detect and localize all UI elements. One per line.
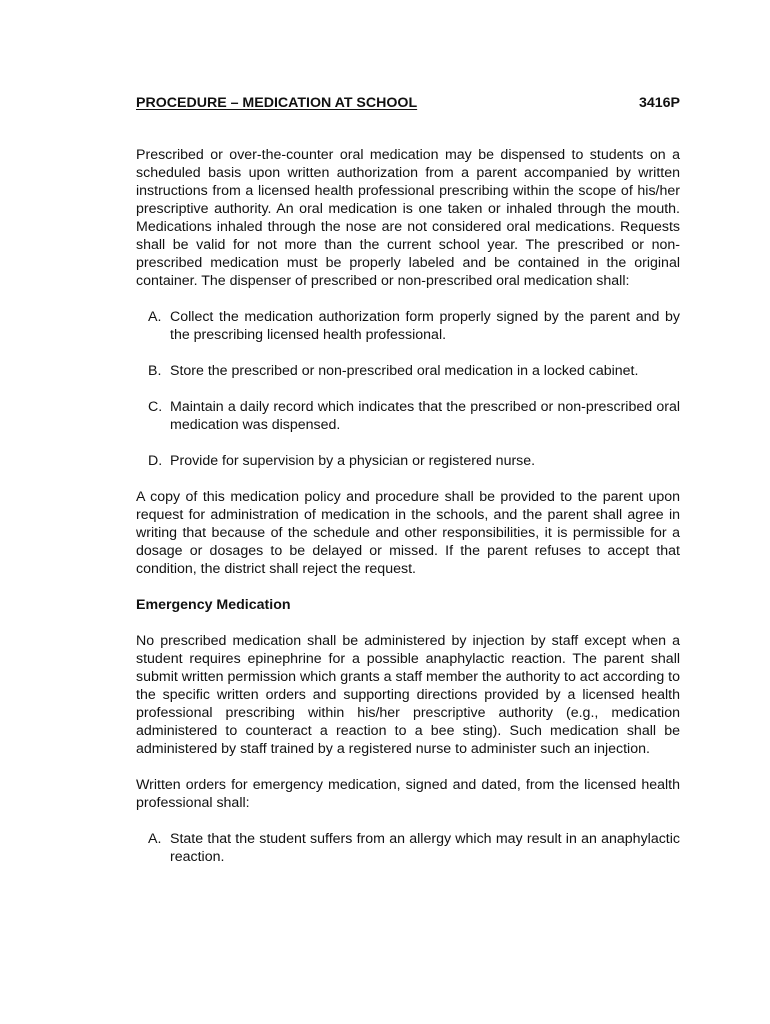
list-item bbox=[136, 398, 680, 434]
list-item-text: State that the student suffers from an allergy which may result in an anaphylactic reaction. bbox=[170, 831, 680, 865]
document-body bbox=[136, 146, 680, 884]
emergency-orders-list bbox=[136, 830, 680, 866]
dispenser-duties-list bbox=[136, 308, 680, 470]
list-item-text: Collect the medication authorization form properly signed by the parent and by the prescribing licensed health professional. bbox=[170, 309, 680, 343]
emergency-paragraph-injection: No prescribed medication shall be administered by injection by staff except when a student requires epinephrine for a possible anaphylactic reaction. The parent shall submit written permission which grants a staff member the authority to act according to the specific written orders and supporting directions provided by a licensed health professional prescribing within his/her prescriptive authority (e.g., medication administered to counteract a reaction to a bee sting). Such medication shall be administered by staff trained by a registered nurse to administer such an injection. bbox=[136, 633, 680, 757]
list-item bbox=[136, 362, 680, 380]
list-item-text: Provide for supervision by a physician or registered nurse. bbox=[170, 453, 536, 469]
document-title: PROCEDURE – MEDICATION AT SCHOOL bbox=[136, 95, 418, 111]
list-marker: C. bbox=[148, 399, 163, 415]
policy-copy-paragraph: A copy of this medication policy and procedure shall be provided to the parent upon request for administration of medication in the schools, and the parent shall agree in writing that because of the schedule and other responsibilities, it is permissible for a dosage or dosages to be delayed or missed. If the parent refuses to accept that condition, the district shall reject the request. bbox=[136, 489, 680, 577]
list-marker: D. bbox=[148, 453, 163, 469]
list-marker: A. bbox=[148, 831, 162, 847]
emergency-medication-heading: Emergency Medication bbox=[136, 597, 291, 613]
emergency-paragraph-written-orders: Written orders for emergency medication, signed and dated, from the licensed health professional shall: bbox=[136, 777, 680, 811]
list-marker: B. bbox=[148, 363, 162, 379]
policy-code: 3416P bbox=[638, 95, 680, 111]
list-item-text: Maintain a daily record which indicates that the prescribed or non-prescribed oral medication was dispensed. bbox=[170, 399, 680, 433]
list-item-text: Store the prescribed or non-prescribed oral medication in a locked cabinet. bbox=[170, 363, 639, 379]
intro-paragraph: Prescribed or over-the-counter oral medication may be dispensed to students on a scheduled basis upon written authorization from a parent accompanied by written instructions from a licensed health professional prescribing within the scope of his/her prescriptive authority. An oral medication is one taken or inhaled through the mouth. Medications inhaled through the nose are not considered oral medications. Requests shall be valid for not more than the current school year. The prescribed or non-prescribed medication must be properly labeled and be contained in the original container. The dispenser of prescribed or non-prescribed oral medication shall: bbox=[136, 147, 680, 289]
list-item bbox=[136, 830, 680, 866]
list-item bbox=[136, 452, 680, 470]
list-marker: A. bbox=[148, 309, 162, 325]
document-header bbox=[136, 93, 680, 113]
list-item bbox=[136, 308, 680, 344]
